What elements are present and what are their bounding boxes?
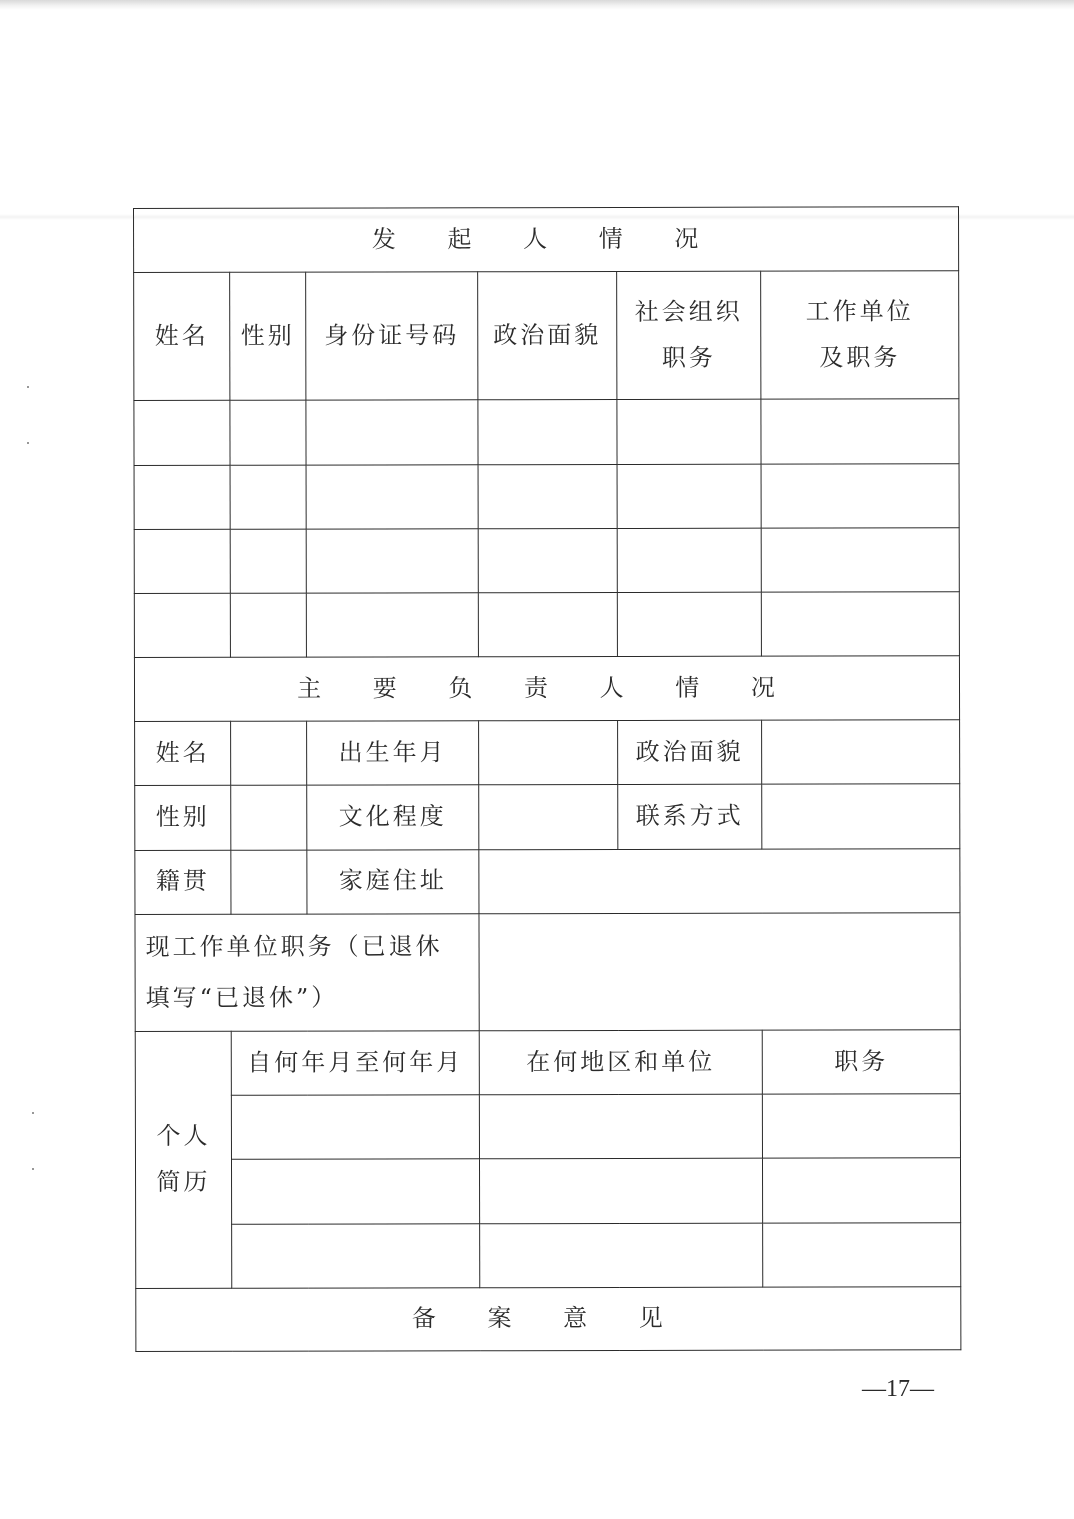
leader-current-job-input[interactable] <box>479 913 960 1031</box>
leader-education-input[interactable] <box>479 785 618 849</box>
cell-input[interactable] <box>306 464 478 529</box>
cell-input[interactable] <box>134 529 230 593</box>
leader-native-place-input[interactable] <box>231 850 307 914</box>
leader-gender-input[interactable] <box>231 786 307 850</box>
header-id-number: 身份证号码 <box>306 272 478 401</box>
leader-politics-input[interactable] <box>762 720 960 785</box>
scan-speck <box>27 442 29 444</box>
founder-row <box>134 463 959 529</box>
cell-input[interactable] <box>306 400 478 465</box>
header-org-position <box>617 271 761 400</box>
cell-input[interactable] <box>479 1094 762 1159</box>
cell-input[interactable] <box>761 463 959 528</box>
cell-input[interactable] <box>230 529 306 593</box>
founders-section-title: 发 起 人 情 况 <box>134 207 959 273</box>
leader-address-label: 家庭住址 <box>307 849 479 914</box>
cell-input[interactable] <box>478 400 617 464</box>
cell-input[interactable] <box>763 1222 961 1287</box>
cell-input[interactable] <box>761 528 959 593</box>
cell-input[interactable] <box>617 528 761 592</box>
header-name: 姓名 <box>134 272 230 401</box>
cell-input[interactable] <box>230 465 306 529</box>
cell-input[interactable] <box>761 399 959 464</box>
scan-speck <box>32 1168 34 1170</box>
leader-address-input[interactable] <box>479 848 960 913</box>
header-org-position-line2: 职务 <box>661 343 716 372</box>
resume-label-line2: 简历 <box>156 1167 211 1196</box>
cell-input[interactable] <box>761 592 959 657</box>
cell-input[interactable] <box>617 464 761 528</box>
cell-input[interactable] <box>231 1095 479 1160</box>
founder-row <box>134 399 959 465</box>
leader-current-job-label: 现工作单位职务（已退休填写“已退休”） <box>135 914 479 1032</box>
leader-birth-input[interactable] <box>479 721 618 785</box>
cell-input[interactable] <box>230 593 306 657</box>
leader-birth-label: 出生年月 <box>307 721 479 786</box>
leader-politics-label: 政治面貌 <box>618 720 762 784</box>
cell-input[interactable] <box>134 465 230 529</box>
cell-input[interactable] <box>762 1158 960 1223</box>
resume-header-position: 职务 <box>762 1030 960 1095</box>
resume-label <box>135 1031 232 1288</box>
founder-row <box>134 528 959 594</box>
cell-input[interactable] <box>762 1094 960 1159</box>
header-work-unit <box>761 271 959 400</box>
cell-input[interactable] <box>230 401 306 465</box>
leader-native-place-label: 籍贯 <box>135 850 231 914</box>
resume-header-period: 自何年月至何年月 <box>231 1031 479 1096</box>
cell-input[interactable] <box>617 400 761 464</box>
cell-input[interactable] <box>478 528 617 592</box>
scan-speck <box>32 1112 34 1114</box>
cell-input[interactable] <box>478 592 617 656</box>
header-org-position-line1: 社会组织 <box>634 297 743 327</box>
cell-input[interactable] <box>478 464 617 528</box>
registration-form-table <box>133 206 961 1352</box>
header-gender: 性别 <box>230 272 306 400</box>
page-number: —17— <box>862 1376 934 1402</box>
cell-input[interactable] <box>232 1223 480 1288</box>
cell-input[interactable] <box>306 529 478 594</box>
cell-input[interactable] <box>480 1223 763 1288</box>
cell-input[interactable] <box>134 593 230 657</box>
leader-name-label: 姓名 <box>135 722 231 786</box>
founder-row <box>134 592 959 658</box>
resume-row <box>136 1222 961 1288</box>
header-work-unit-line1: 工作单位 <box>805 297 914 326</box>
header-work-unit-line2: 及职务 <box>819 343 901 372</box>
resume-header-place: 在何地区和单位 <box>479 1030 762 1095</box>
cell-input[interactable] <box>617 592 761 656</box>
leader-education-label: 文化程度 <box>307 785 479 850</box>
cell-input[interactable] <box>134 401 230 465</box>
resume-label-line1: 个人 <box>156 1122 211 1151</box>
leader-contact-input[interactable] <box>762 784 960 849</box>
leader-section-title: 主 要 负 责 人 情 况 <box>134 656 959 722</box>
scan-edge <box>0 0 1074 10</box>
leader-gender-label: 性别 <box>135 786 231 850</box>
resume-row <box>135 1094 960 1160</box>
header-political-status: 政治面貌 <box>478 272 617 401</box>
cell-input[interactable] <box>479 1159 762 1224</box>
leader-contact-label: 联系方式 <box>618 785 762 849</box>
cell-input[interactable] <box>306 593 478 658</box>
cell-input[interactable] <box>231 1159 479 1224</box>
scan-speck <box>27 386 29 388</box>
resume-row <box>135 1158 960 1224</box>
filing-section-title: 备 案 意 见 <box>136 1286 961 1351</box>
leader-name-input[interactable] <box>231 721 307 785</box>
